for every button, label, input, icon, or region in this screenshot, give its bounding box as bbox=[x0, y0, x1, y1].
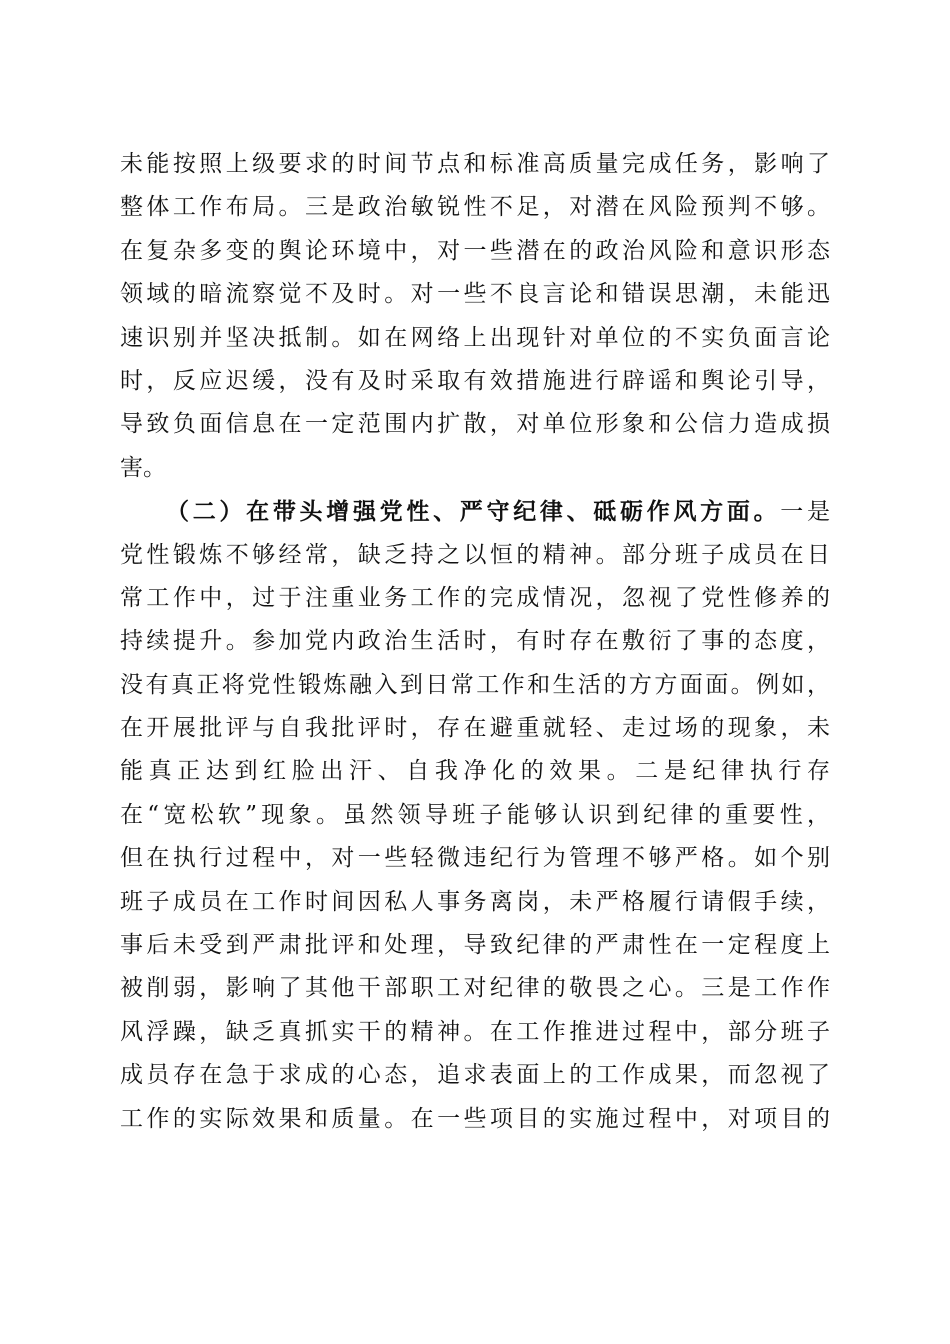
text-line: 没有真正将党性锻炼融入到日常工作和生活的方方面面。例如， bbox=[120, 671, 830, 698]
text-line: 在“宽松软”现象。虽然领导班子能够认识到纪律的重要性， bbox=[120, 801, 830, 828]
text-line: 班子成员在工作时间因私人事务离岗，未严格履行请假手续， bbox=[120, 888, 830, 915]
paragraph-1 bbox=[120, 143, 830, 490]
text-run: 一是 bbox=[780, 499, 831, 526]
paragraph-2 bbox=[120, 490, 830, 1141]
text-line: 风浮躁，缺乏真抓实干的精神。在工作推进过程中，部分班子 bbox=[120, 1018, 830, 1045]
text-line: 整体工作布局。三是政治敏锐性不足，对潜在风险预判不够。 bbox=[120, 194, 830, 221]
section-heading: （二）在带头增强党性、严守纪律、砥砺作风方面。 bbox=[166, 498, 781, 526]
text-line: 未能按照上级要求的时间节点和标准高质量完成任务，影响了 bbox=[120, 151, 830, 177]
text-line: 持续提升。参加党内政治生活时，有时存在敷衍了事的态度， bbox=[120, 628, 830, 655]
document-body bbox=[120, 143, 830, 1141]
text-line: 在开展批评与自我批评时，存在避重就轻、走过场的现象，未 bbox=[120, 715, 830, 742]
text-line: 在复杂多变的舆论环境中，对一些潜在的政治风险和意识形态 bbox=[120, 237, 830, 264]
text-line: 工作的实际效果和质量。在一些项目的实施过程中，对项目的 bbox=[120, 1105, 830, 1132]
text-line: 常工作中，过于注重业务工作的完成情况，忽视了党性修养的 bbox=[120, 584, 830, 611]
text-line: 事后未受到严肃批评和处理，导致纪律的严肃性在一定程度上 bbox=[120, 932, 830, 959]
text-line: 党性锻炼不够经常，缺乏持之以恒的精神。部分班子成员在日 bbox=[120, 541, 830, 568]
text-line: 领域的暗流察觉不及时。对一些不良言论和错误思潮，未能迅 bbox=[120, 281, 830, 308]
text-line: 但在执行过程中，对一些轻微违纪行为管理不够严格。如个别 bbox=[120, 845, 830, 872]
text-line: 导致负面信息在一定范围内扩散，对单位形象和公信力造成损 bbox=[120, 411, 830, 438]
text-line: 能真正达到红脸出汗、自我净化的效果。二是纪律执行存 bbox=[120, 758, 830, 785]
text-line: 速识别并坚决抵制。如在网络上出现针对单位的不实负面言论 bbox=[120, 324, 830, 351]
text-line: 时，反应迟缓，没有及时采取有效措施进行辟谣和舆论引导， bbox=[120, 367, 830, 394]
section-heading-line bbox=[120, 490, 830, 533]
text-line: 被削弱，影响了其他干部职工对纪律的敬畏之心。三是工作作 bbox=[120, 975, 830, 1002]
text-line: 成员存在急于求成的心态，追求表面上的工作成果，而忽视了 bbox=[120, 1062, 830, 1089]
text-line: 害。 bbox=[120, 454, 166, 481]
